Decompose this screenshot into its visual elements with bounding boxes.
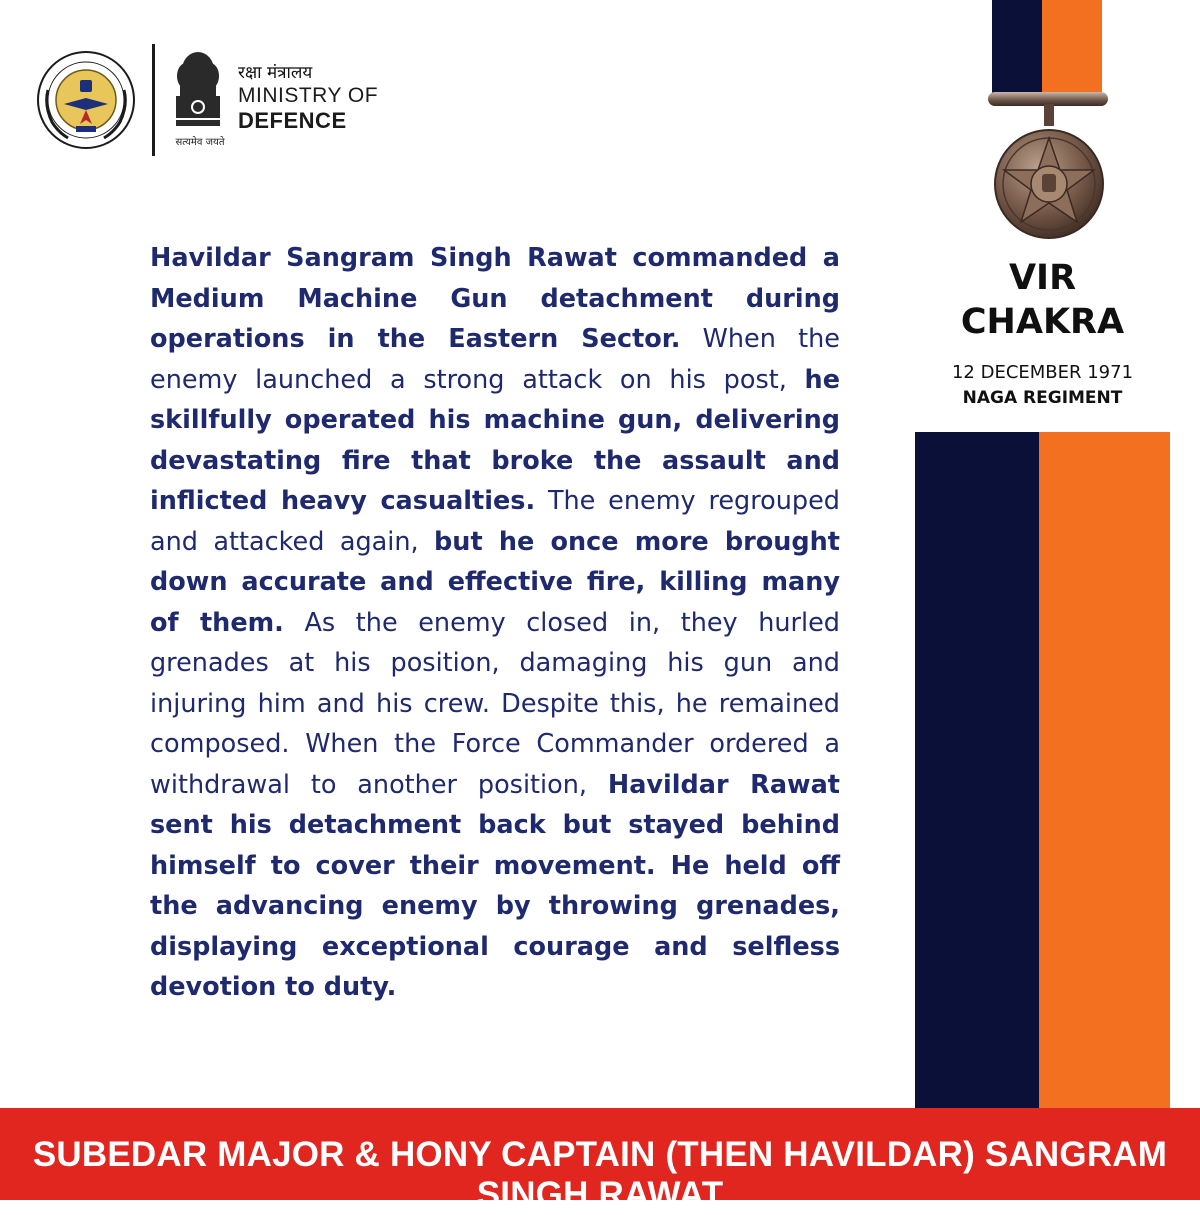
large-ribbon-band bbox=[915, 432, 1170, 1108]
award-title-line2: CHAKRA bbox=[960, 302, 1125, 342]
vir-chakra-medal-icon bbox=[990, 104, 1108, 244]
ministry-name-line1: MINISTRY OF bbox=[238, 84, 379, 107]
header-logos bbox=[36, 40, 416, 160]
integrated-defence-staff-crest-icon bbox=[36, 50, 136, 150]
citation-segment: Havildar Sangram Singh Rawat commanded a Medium Machine Gun detachment during operations in the Eastern Sector. bbox=[150, 243, 840, 354]
logo-divider bbox=[152, 44, 155, 156]
citation-segment: As the enemy closed in, they hurled grenades at his position, damaging his gun and injuring him and his crew. Despite this, he remained composed. When the Force Commander ordered a withdrawal to another position, bbox=[150, 607, 840, 800]
emblem-motto: सत्यमेव जयते bbox=[175, 137, 225, 148]
award-date: 12 DECEMBER 1971 bbox=[951, 362, 1134, 383]
citation-segment: he skillfully operated his machine gun, delivering devastating fire that broke the assault and inflicted heavy casualties. bbox=[150, 364, 840, 516]
citation-segment: but he once more brought down accurate and effective fire, killing many of them. bbox=[150, 526, 840, 638]
ribbon-orange-band bbox=[1039, 432, 1170, 1108]
ribbon-navy-stripe bbox=[992, 0, 1042, 96]
ribbon-navy-band bbox=[915, 432, 1039, 1108]
citation-text bbox=[150, 238, 840, 1008]
award-regiment: NAGA REGIMENT bbox=[962, 388, 1123, 408]
ribbon-orange-stripe bbox=[1042, 0, 1102, 96]
citation-segment: When the enemy launched a strong attack on his post, bbox=[150, 324, 840, 395]
name-banner bbox=[0, 1108, 1200, 1214]
award-title bbox=[915, 256, 1170, 344]
ministry-name-line2: DEFENCE bbox=[238, 108, 347, 133]
citation-segment: The enemy regrouped and attacked again, bbox=[150, 486, 840, 557]
national-emblem-lion-capital-icon bbox=[170, 46, 226, 146]
citation-segment: Havildar Rawat sent his detachment back but stayed behind himself to cover their movement. He held off the advancing enemy by throwing grenades, displaying exceptional courage and selfless devotion to duty. bbox=[150, 769, 840, 1002]
medal-ribbon bbox=[992, 0, 1102, 96]
awardee-name: SUBEDAR MAJOR & HONY CAPTAIN (THEN HAVILDAR) SANGRAM SINGH RAWAT bbox=[32, 1135, 1168, 1214]
award-title-line1: VIR bbox=[1008, 258, 1077, 298]
ministry-name-hindi: रक्षा मंत्रालय bbox=[238, 63, 313, 83]
